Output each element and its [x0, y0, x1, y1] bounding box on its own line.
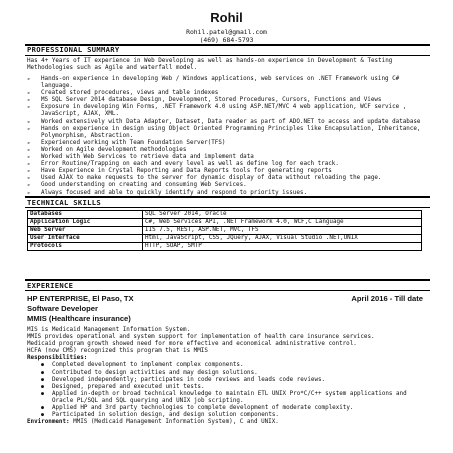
- section-divider: [25, 207, 430, 208]
- skill-value: SQL Server 2014, Oracle: [143, 211, 422, 219]
- skills-row: [28, 211, 422, 219]
- skills-heading: TECHNICAL SKILLS: [27, 198, 102, 207]
- experience-body: [27, 327, 429, 419]
- summary-bullet: ➢ Good understanding on creating and consuming Web Services.: [27, 182, 429, 189]
- summary-bullet: ➢ Created stored procedures, views and table indexes: [27, 90, 429, 97]
- skill-value: IIS 7.5, REST, ASP.NET, MVC, TFS: [143, 227, 422, 235]
- skills-table: [27, 210, 422, 251]
- summary-bullet: ➢ Hands-on experience in developing Web / Windows applications, web services on .NET Framework using C# language.: [27, 76, 429, 90]
- skills-row: [28, 219, 422, 227]
- skill-label: Databases: [28, 211, 143, 219]
- skill-label: Application Logic: [28, 219, 143, 227]
- summary-bullet: ➢ Exposure in developing Win Forms, .NET Framework 4.0 using ASP.NET/MVC 4 web application, WCF service , JavaScript, AJAX, XML.: [27, 104, 429, 118]
- responsibility-item: ● Contributed to design activities and may design solutions.: [27, 370, 429, 377]
- summary-bullet: ➢ Always focused and able to quickly identify and respond to priority issues.: [27, 190, 429, 197]
- environment-label: Environment:: [27, 419, 70, 425]
- description-line: MMIS provides operational and system support for implementation of health care insurance services.: [27, 334, 375, 341]
- skill-label: User Interface: [28, 235, 143, 243]
- summary-bullet: ➢ Experienced working with Team Foundation Server(TFS): [27, 140, 429, 147]
- responsibility-item: ● Applied in-depth or broad technical knowledge to maintain ETL UNIX Pro*C/C++ system applications and Oracle PL/SQL and SQL querying and UNIX job scripting.: [27, 391, 429, 405]
- responsibility-item: ● Completed development to implement complex components.: [27, 362, 429, 369]
- summary-bullet: ➢ MS SQL Server 2014 database Design, Development, Stored Procedures, Cursors, Functions and Views: [27, 97, 429, 104]
- responsibilities-label: Responsibilities:: [27, 355, 88, 362]
- skills-row: [28, 243, 422, 251]
- description-line: Medicaid program growth showed need for more effective and economical administrative control.: [27, 341, 357, 348]
- environment-line: [27, 419, 429, 426]
- employment-dates: April 2016 - Till date: [351, 294, 423, 303]
- job-title: Software Developer: [27, 304, 98, 313]
- company-name: HP ENTERPRISE, El Paso, TX: [27, 294, 134, 303]
- responsibility-item: ● Developed independently; participates in code reviews and leads code reviews.: [27, 377, 429, 384]
- skills-row: [28, 235, 422, 243]
- summary-heading: PROFESSIONAL SUMMARY: [27, 45, 120, 54]
- summary-bullet: ➢ Used AJAX to make requests to the server for dynamic display of data without reloading the page.: [27, 175, 429, 182]
- section-divider: [25, 55, 430, 56]
- responsibility-item: ● Designed, prepared and executed unit tests.: [27, 384, 429, 391]
- description-line: HCFA (now CMS) recognized this program that is MMIS: [27, 348, 208, 355]
- skill-value: Html, JavaScript, CSS, JQuery, AJAX, Visual Studio .NET,UNIX: [143, 235, 422, 243]
- summary-intro: Has 4+ Years of IT experience in Web Developing as well as hands-on experience in Development & Testing Methodologies such as Agile and waterfall model.: [27, 58, 393, 72]
- summary-bullet: ➢ Worked with Web Services to retrieve data and implement data: [27, 154, 429, 161]
- candidate-name: Rohil: [210, 10, 243, 25]
- section-divider: [25, 290, 430, 291]
- skill-value: HTTP, SOAP, SMTP: [143, 243, 422, 251]
- summary-bullets: [27, 76, 429, 197]
- summary-bullet: ➢ Worked extensively with Data Adapter, Dataset, Data reader as part of ADO.NET to access and update database: [27, 119, 429, 126]
- summary-bullet: ➢ Hands on experience in design using Object Oriented Programming Principles like Encapsulation, Inheritance, Polymorphism, Abstraction.: [27, 126, 429, 140]
- environment-value: MMIS (Medicaid Management Information System), C and UNIX.: [73, 419, 279, 425]
- responsibilities-list: [27, 362, 429, 419]
- responsibility-item: ● Participated in solution design, and design solution components.: [27, 412, 429, 419]
- summary-bullet: ➢ Worked on Agile development methodologies: [27, 147, 429, 154]
- experience-heading: EXPERIENCE: [27, 281, 74, 290]
- section-divider: [25, 279, 430, 281]
- summary-bullet: ➢ Have Experience in Crystal Reporting and Data Reports tools for generating reports: [27, 168, 429, 175]
- description-line: MIS is Medicaid Management Information System.: [27, 327, 191, 333]
- skill-label: Web Server: [28, 227, 143, 235]
- project-name: MMIS (Healthcare insurance): [27, 314, 131, 323]
- skill-label: Protocols: [28, 243, 143, 251]
- summary-bullet: ➢ Error Routine/Trapping on each and every level as well as define log for each track.: [27, 161, 429, 168]
- responsibility-item: ● Applied HP and 3rd party technologies to complete development of moderate complexity.: [27, 405, 429, 412]
- skills-row: [28, 227, 422, 235]
- email: Rohil.patel@gmail.com: [186, 28, 267, 36]
- phone: (469) 684-5793: [199, 36, 254, 44]
- skill-value: C#, Web Services API, .NET Framework 4.0, WCF,C Language: [143, 219, 422, 227]
